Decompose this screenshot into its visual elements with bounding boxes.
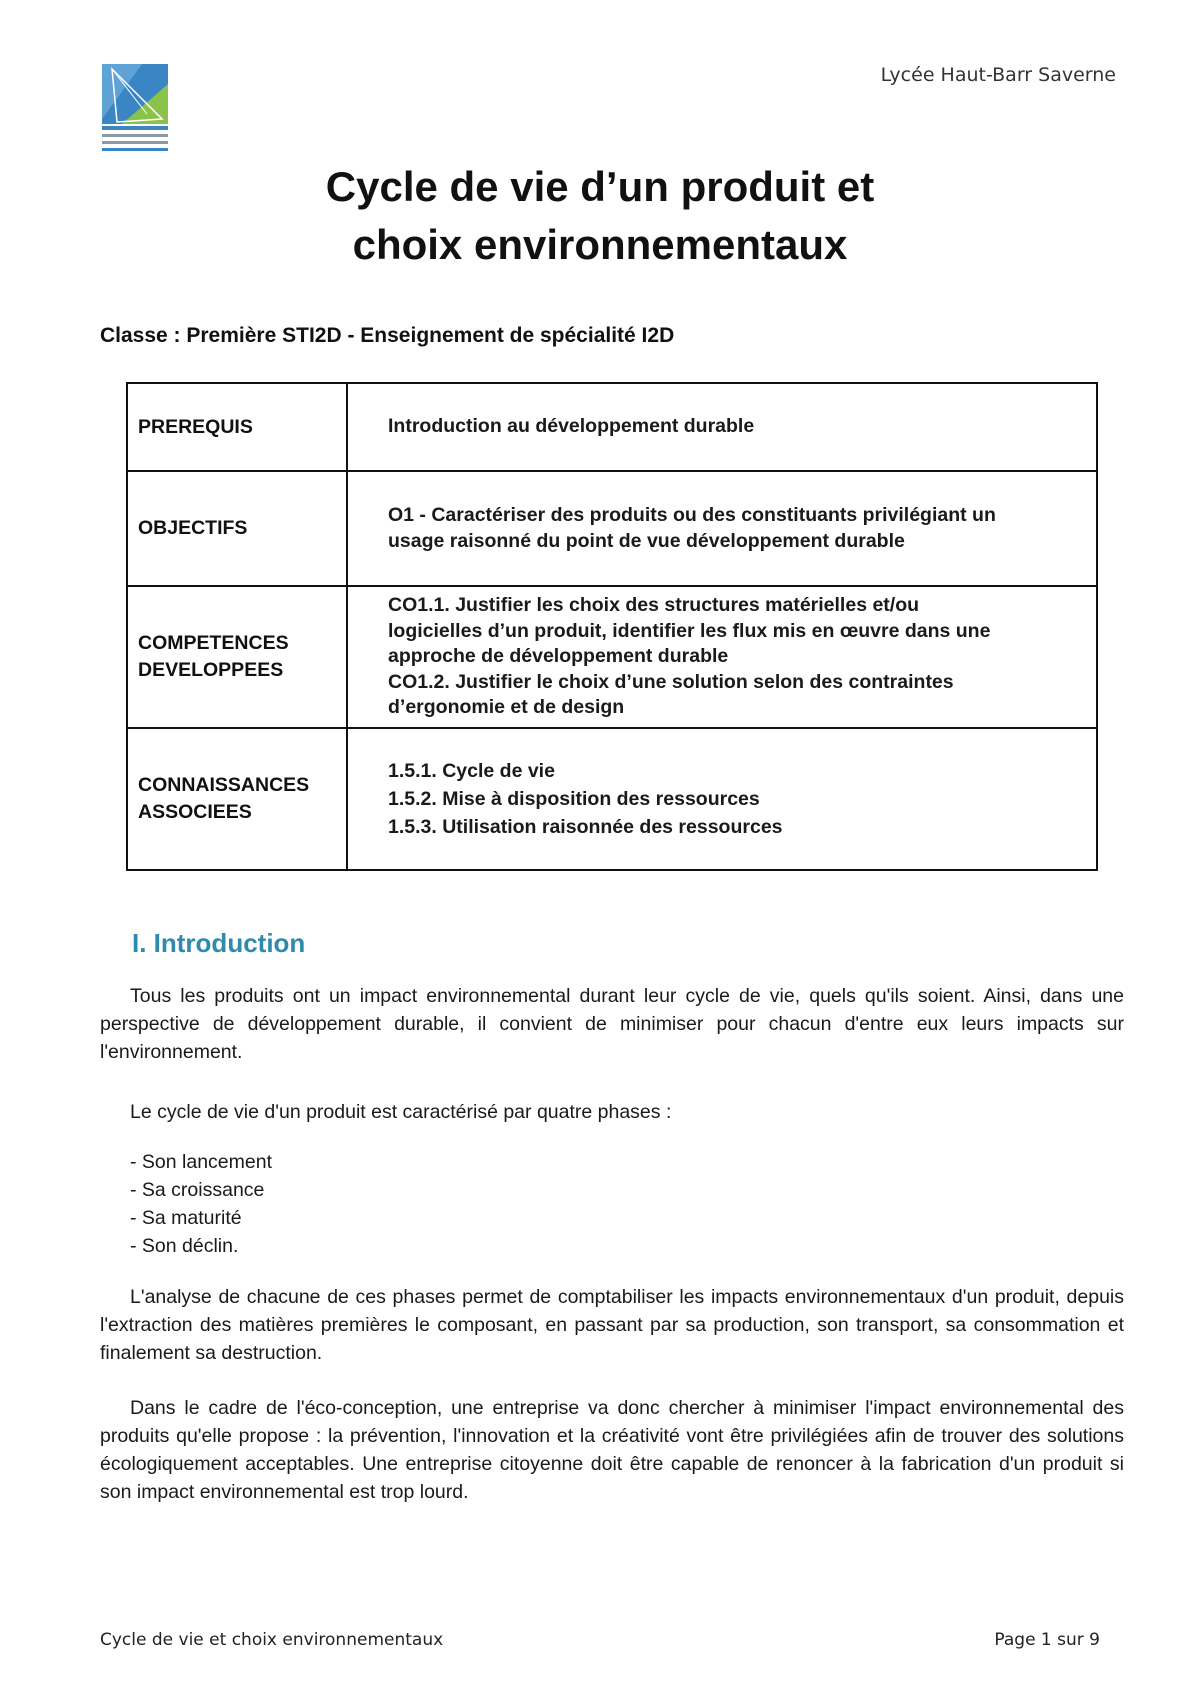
table-row: [127, 471, 1097, 586]
footer-title: Cycle de vie et choix environnementaux: [100, 1630, 444, 1650]
list-item: - Sa croissance: [130, 1179, 265, 1201]
value-line: Introduction au développement durable: [388, 415, 755, 438]
program-table: [126, 382, 1098, 871]
row-label: PREREQUIS: [127, 383, 347, 471]
phase-list: [100, 1148, 1124, 1260]
value-line: d’ergonomie et de design: [388, 696, 625, 719]
value-line: 1.5.1. Cycle de vie: [388, 760, 555, 782]
value-line: approche de développement durable: [388, 645, 729, 668]
paragraph-text: Le cycle de vie d'un produit est caractérisé par quatre phases :: [130, 1101, 672, 1123]
paragraph: [100, 1283, 1124, 1367]
value-line: logicielles d’un produit, identifier les flux mis en œuvre dans une: [388, 619, 991, 642]
row-value: [347, 383, 1097, 471]
school-name: Lycée Haut-Barr Saverne: [880, 64, 1116, 86]
paragraph-text: L'analyse de chacune de ces phases permet de comptabiliser les impacts environnementaux d'un produit, depuis l'extraction des matières premières le composant, en passant par sa production, son transport, sa consommation et finalement sa destruction.: [100, 1286, 1124, 1364]
label-line: DEVELOPPEES: [138, 659, 284, 681]
document-title: [0, 158, 1200, 274]
row-label: OBJECTIFS: [127, 471, 347, 586]
paragraph: [100, 982, 1124, 1066]
list-item: - Son déclin.: [130, 1235, 239, 1257]
school-logo: [102, 64, 168, 154]
paragraph-text: Dans le cadre de l'éco-conception, une entreprise va donc chercher à minimiser l'impact environnemental des produits qu'elle propose : la prévention, l'innovation et la créativité vont être privilégiées afin de trouver des solutions écologiquement acceptables. Une entreprise citoyenne doit être capable de renoncer à la fabrication d'un produit si son impact environnemental est trop lourd.: [100, 1397, 1124, 1503]
table-row: [127, 586, 1097, 728]
value-line: CO1.1. Justifier les choix des structures matérielles et/ou: [388, 594, 920, 617]
label-line: COMPETENCES: [138, 632, 289, 654]
paragraph-text: Tous les produits ont un impact environnemental durant leur cycle de vie, quels qu'ils soient. Ainsi, dans une perspective de développement durable, il convient de minimiser pour chacun d'entre eux leurs impacts sur l'environnement.: [100, 985, 1124, 1063]
paragraph: [100, 1098, 1124, 1126]
class-info: Classe : Première STI2D - Enseignement de spécialité I2D: [100, 324, 675, 347]
page-number: Page 1 sur 9: [994, 1630, 1100, 1650]
title-line-2: choix environnementaux: [352, 221, 848, 268]
section-heading: I. Introduction: [132, 928, 306, 958]
list-item: - Son lancement: [130, 1151, 272, 1173]
value-line: 1.5.2. Mise à disposition des ressources: [388, 788, 760, 810]
table-row: [127, 383, 1097, 471]
row-value: [347, 586, 1097, 728]
title-line-1: Cycle de vie d’un produit et: [325, 163, 875, 210]
lycee-haut-barr-logo-icon: [102, 64, 168, 154]
row-label: [127, 728, 347, 870]
row-value: [347, 728, 1097, 870]
value-line: O1 - Caractériser des produits ou des constituants privilégiant un: [388, 504, 996, 526]
list-item: - Sa maturité: [130, 1207, 242, 1229]
value-line: usage raisonné du point de vue développement durable: [388, 529, 905, 552]
row-label: [127, 586, 347, 728]
paragraph: [100, 1394, 1124, 1506]
row-value: [347, 471, 1097, 586]
table-row: [127, 728, 1097, 870]
value-line: 1.5.3. Utilisation raisonnée des ressources: [388, 816, 783, 838]
label-line: ASSOCIEES: [138, 801, 252, 823]
label-line: CONNAISSANCES: [138, 774, 310, 796]
value-line: CO1.2. Justifier le choix d’une solution selon des contraintes: [388, 670, 954, 693]
